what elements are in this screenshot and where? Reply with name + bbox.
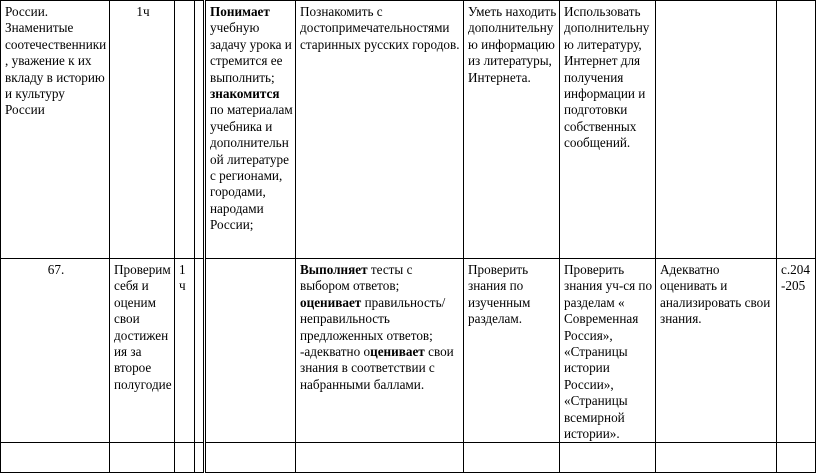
bold-verb: ценивает: [370, 344, 425, 360]
empty-cell: [560, 443, 656, 473]
empty-cell: [205, 443, 296, 473]
empty-cell: [195, 443, 205, 473]
bold-verb: оценивает: [300, 294, 362, 310]
activity-text: свои знания в соответствии с набранными баллами.: [300, 344, 454, 392]
skills-cell: Проверить знания уч-ся по разделам « Современная Россия», «Страницы истории России», «Страницы всемирной истории».: [560, 259, 656, 443]
assessment-cell: [656, 1, 777, 259]
activity-text: по материалам учебника и дополнительной литературе с регионами, городами, народами России;: [210, 102, 293, 233]
topic-cell: Проверим себя и оценим свои достижения за второе полугодие: [110, 259, 175, 443]
table-row: [1, 443, 816, 473]
topic-cell: России. Знаменитые соотечественники, уважение к их вкладу в историю и культуру России: [1, 1, 110, 259]
empty-cell: [175, 443, 195, 473]
activity-text: тесты с выбором ответов;: [300, 262, 413, 294]
hours-cell-2: [175, 1, 195, 259]
activity-cell: [205, 259, 296, 443]
skills-cell: Уметь находить дополнительную информацию из литературы, Интернета.: [464, 1, 560, 259]
empty-cell: [777, 443, 816, 473]
activity-cell: [205, 1, 296, 259]
activity-text: правильность/неправильность предложенных ответов;: [300, 294, 446, 343]
empty-cell: [195, 259, 205, 443]
bold-verb: Понимает: [210, 4, 270, 19]
competence-cell: Использовать дополнительную литературу, Интернет для получения информации и подготовки собственных сообщений.: [560, 1, 656, 259]
bold-verb: Выполняет: [300, 262, 368, 277]
table-row: [1, 259, 816, 443]
hours-cell: 1ч: [110, 1, 175, 259]
goal-cell: Познакомить с достопримечательностями старинных русских городов.: [296, 1, 464, 259]
activity-cell: [296, 259, 464, 443]
table-row: [1, 1, 816, 259]
empty-cell: [464, 443, 560, 473]
bold-verb: знакомится: [210, 86, 280, 102]
hours-cell: 1 ч: [175, 259, 195, 443]
assessment-cell: Адекватно оценивать и анализировать свои знания.: [656, 259, 777, 443]
empty-cell: [656, 443, 777, 473]
empty-cell: [296, 443, 464, 473]
pages-cell: [777, 1, 816, 259]
goal-cell: Проверить знания по изученным разделам.: [464, 259, 560, 443]
empty-cell: [110, 443, 175, 473]
activity-text: учебную задачу урока и стремится ее выполнить;: [210, 20, 292, 85]
empty-cell: [1, 443, 110, 473]
activity-text: -адекватно о: [300, 344, 371, 360]
empty-cell: [195, 1, 205, 259]
pages-cell: с.204-205: [777, 259, 816, 443]
lesson-number-cell: 67.: [1, 259, 110, 443]
